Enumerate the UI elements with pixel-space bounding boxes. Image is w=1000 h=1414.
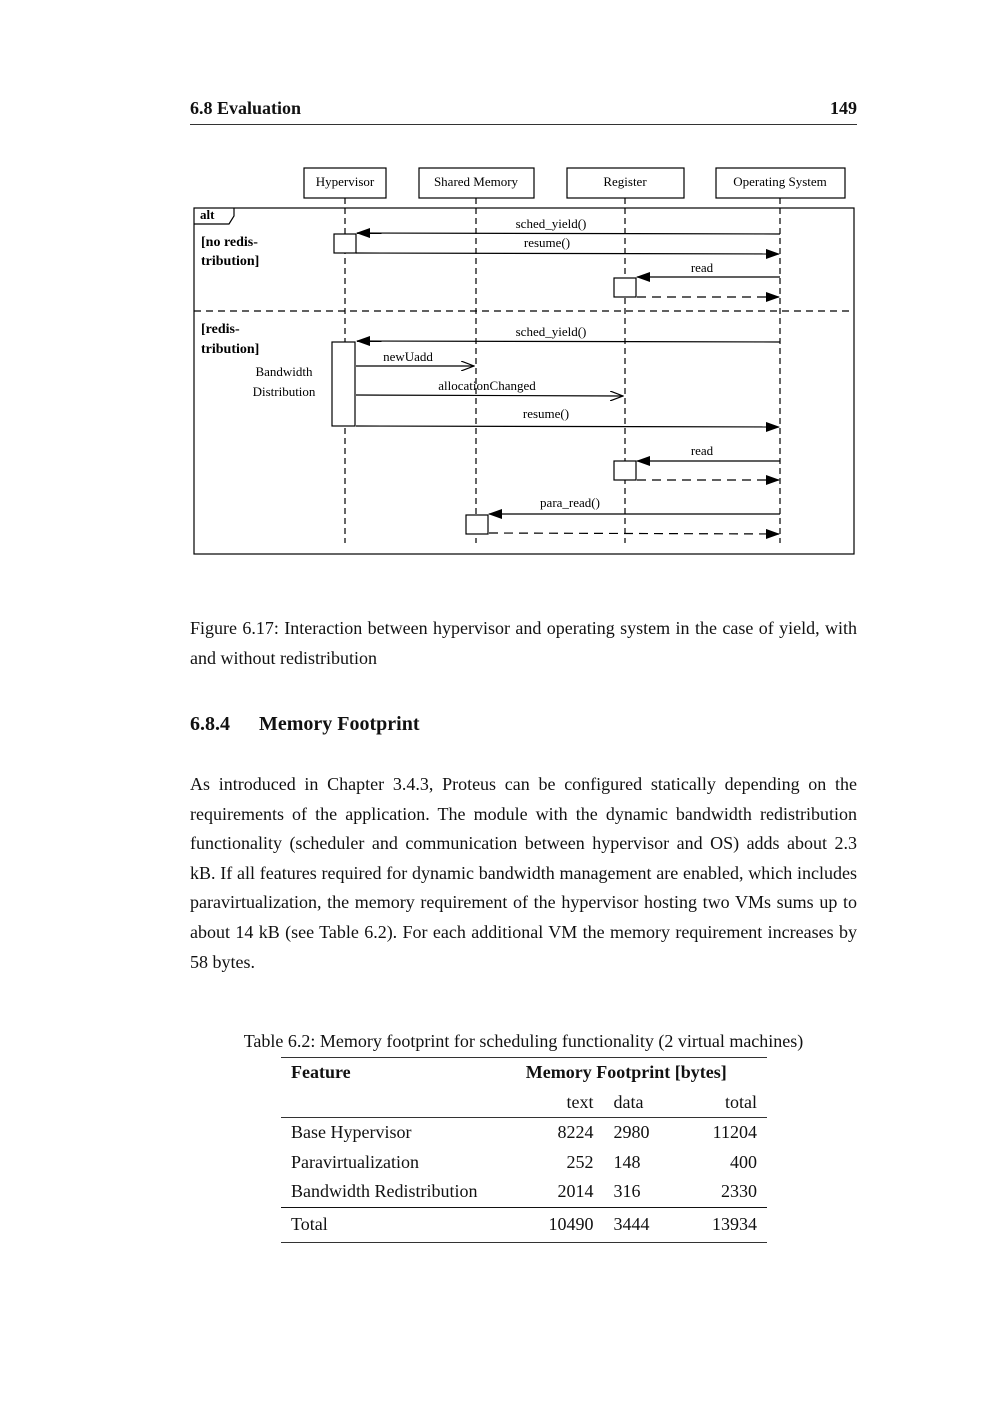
memory-footprint-table [281,1057,767,1243]
col-feature: Feature [281,1058,516,1088]
message-allocation-changed [356,395,623,396]
body-paragraph: As introduced in Chapter 3.4.3, Proteus can be configured statically depending on the requirements of the application. The module with the dynamic bandwidth redistribution functionality (scheduler and communication between hypervisor and OS) adds about 2.3 kB. If all features required for dynamic bandwidth management are enabled, which includes paravirtualization, the memory requirement of the hypervisor hosting two VMs sums up to about 14 kB (see Table 6.2). For each additional VM the memory requirement increases by 58 bytes. [190,774,857,972]
lifeline-hypervisor-label: Hypervisor [315,174,375,189]
header-section-title: 6.8 Evaluation [190,98,302,118]
row-text: 2014 [557,1181,594,1202]
total-data: 3444 [604,1207,680,1242]
section-title: Memory Footprint [259,713,420,735]
message-read-2-label: read [690,443,714,458]
row-feature: Bandwidth Redistribution [291,1181,478,1202]
row-text: 8224 [516,1118,604,1148]
guard-redistribution-line2: tribution] [201,342,260,357]
lifeline-operating-system [716,168,845,198]
row-data: 2980 [604,1118,680,1148]
row-total: 2330 [721,1181,757,1202]
guard-no-redistribution-line2: tribution] [201,254,260,269]
bandwidth-distribution-note-line2: Distribution [252,384,316,399]
message-sched-yield-1 [357,233,780,234]
table-row [281,1148,767,1178]
message-newuadd-label: newUadd [383,349,433,364]
message-resume-1-label: resume() [523,235,571,250]
table-row [281,1118,767,1148]
table-caption: Table 6.2: Memory footprint for scheduling functionality (2 virtual machines) [243,1031,804,1051]
lifeline-hypervisor [304,168,386,198]
guard-no-redistribution-line1: [no redis- [201,235,258,250]
row-text: 252 [566,1151,594,1172]
row-total: 11204 [679,1118,767,1148]
total-text: 10490 [516,1207,604,1242]
message-resume-2 [356,426,779,427]
table-header-row [281,1058,767,1088]
row-feature: Base Hypervisor [281,1118,516,1148]
message-sched-yield-1-label: sched_yield() [515,216,587,231]
message-resume-1 [356,253,779,254]
bandwidth-distribution-note-line1: Bandwidth [255,364,313,379]
lifeline-shared-memory-label: Shared Memory [433,174,519,189]
reply-para-read [489,533,779,534]
total-label: Total [281,1207,516,1242]
sequence-diagram [0,0,1000,600]
page-number: 149 [830,98,857,118]
subcol-text: text [566,1091,594,1112]
message-allocation-changed-label: allocationChanged [438,378,536,393]
section-number: 6.8.4 [190,713,230,735]
col-memory-footprint: Memory Footprint [bytes] [516,1058,767,1088]
table-row [281,1177,767,1207]
row-data: 316 [613,1181,641,1202]
figure-caption: Figure 6.17: Interaction between hypervisor and operating system in the case of yield, with and without redistribution [190,618,857,668]
guard-redistribution-line1: [redis- [201,322,240,337]
row-feature: Paravirtualization [291,1151,419,1172]
message-resume-2-label: resume() [522,406,570,421]
lifeline-register [567,168,684,198]
alt-label: alt [200,207,215,222]
lifeline-operating-system-label: Operating System [733,174,827,189]
table-subheader-row [281,1088,767,1118]
message-para-read-label: para_read() [540,495,600,510]
subcol-data: data [613,1091,644,1112]
row-total: 400 [730,1151,757,1172]
subcol-total: total [725,1091,757,1112]
message-sched-yield-2-label: sched_yield() [515,324,587,339]
total-total: 13934 [679,1207,767,1242]
lifeline-shared-memory [419,168,534,198]
table-total-row [281,1207,767,1242]
lifeline-register-label: Register [603,174,647,189]
row-data: 148 [613,1151,641,1172]
message-sched-yield-2 [357,341,780,342]
section-heading [190,713,420,736]
message-read-1-label: read [690,260,714,275]
